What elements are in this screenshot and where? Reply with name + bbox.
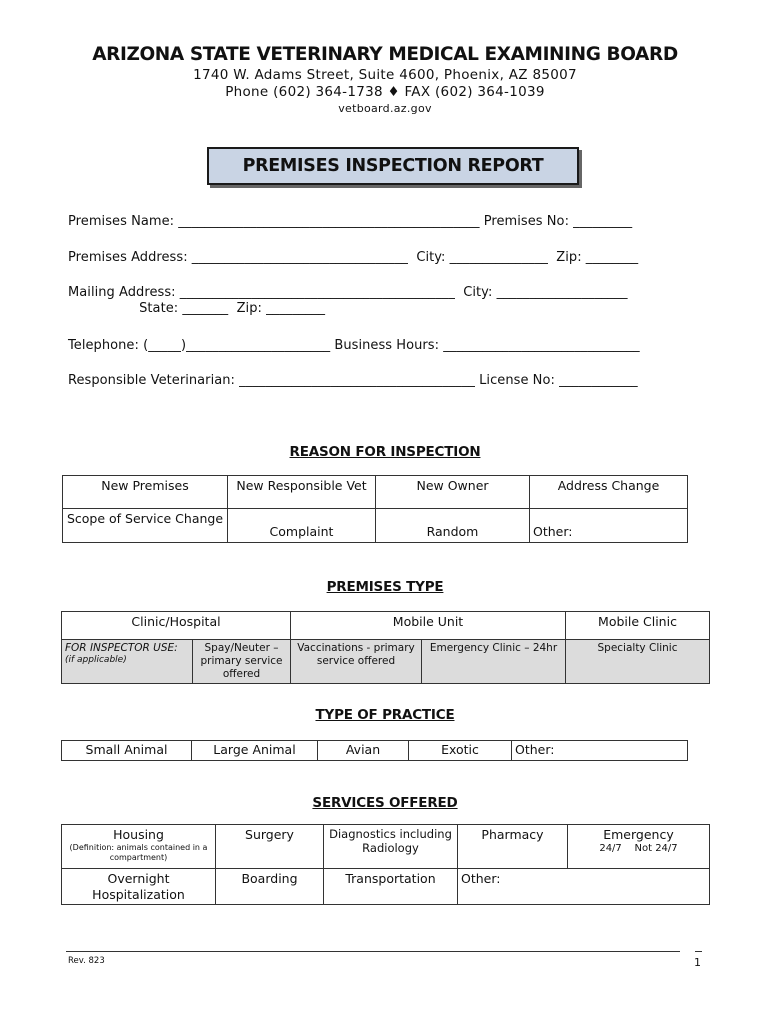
if-applicable-label: (if applicable) — [65, 655, 127, 666]
board-phone-fax: Phone (602) 364-1738 ♦ FAX (602) 364-1039 — [225, 84, 545, 100]
inspector-use-cell — [62, 640, 193, 684]
reason-new-owner[interactable]: New Owner — [376, 476, 530, 509]
reason-table — [62, 475, 688, 543]
services-heading: SERVICES OFFERED — [312, 795, 458, 811]
board-website: vetboard.az.gov — [338, 102, 432, 115]
reason-complaint[interactable]: Complaint — [228, 509, 376, 543]
reason-heading: REASON FOR INSPECTION — [289, 444, 481, 460]
service-housing-label: Housing — [113, 827, 164, 842]
practice-avian[interactable]: Avian — [318, 741, 409, 761]
service-emergency-options: 24/7 Not 24/7 — [599, 842, 678, 854]
premises-specialty-clinic[interactable]: Specialty Clinic — [566, 640, 710, 684]
practice-exotic[interactable]: Exotic — [409, 741, 512, 761]
reason-new-responsible-vet[interactable]: New Responsible Vet — [228, 476, 376, 509]
service-transportation[interactable]: Transportation — [324, 869, 458, 905]
page-number: 1 — [694, 956, 701, 969]
premises-spay-neuter[interactable]: Spay/Neuter – primary service offered — [193, 640, 291, 684]
premises-mobile-clinic[interactable]: Mobile Clinic — [566, 612, 710, 640]
premises-type-table — [61, 611, 710, 684]
premises-emergency-clinic[interactable]: Emergency Clinic – 24hr — [422, 640, 566, 684]
service-boarding[interactable]: Boarding — [216, 869, 324, 905]
service-diagnostics[interactable]: Diagnostics including Radiology — [324, 825, 458, 869]
premises-address-line[interactable]: Premises Address: _________________________________ City: _______________ Zip: ________ — [68, 250, 639, 265]
practice-large-animal[interactable]: Large Animal — [192, 741, 318, 761]
service-other[interactable]: Other: — [458, 869, 710, 905]
reason-scope-change[interactable]: Scope of Service Change — [63, 509, 228, 543]
footer-divider-short — [695, 951, 702, 952]
premises-name-line[interactable]: Premises Name: ______________________________________________ Premises No: _________ — [68, 214, 633, 229]
mailing-address-line[interactable]: Mailing Address: __________________________________________ City: ____________________ — [68, 285, 628, 300]
service-surgery[interactable]: Surgery — [216, 825, 324, 869]
reason-other[interactable]: Other: — [530, 509, 688, 543]
reason-new-premises[interactable]: New Premises — [63, 476, 228, 509]
mailing-state-zip-line[interactable]: State: _______ Zip: _________ — [68, 301, 326, 316]
practice-table — [61, 740, 688, 761]
service-housing[interactable] — [62, 825, 216, 869]
inspector-use-label: FOR INSPECTOR USE: — [65, 642, 178, 654]
board-address: 1740 W. Adams Street, Suite 4600, Phoenix, AZ 85007 — [193, 67, 577, 83]
practice-small-animal[interactable]: Small Animal — [62, 741, 192, 761]
responsible-vet-line[interactable]: Responsible Veterinarian: ____________________________________ License No: ____________ — [68, 373, 638, 388]
service-pharmacy[interactable]: Pharmacy — [458, 825, 568, 869]
report-title: PREMISES INSPECTION REPORT — [242, 156, 544, 176]
premises-clinic-hospital[interactable]: Clinic/Hospital — [62, 612, 291, 640]
service-emergency[interactable] — [568, 825, 710, 869]
premises-type-heading: PREMISES TYPE — [326, 579, 444, 595]
service-overnight[interactable]: Overnight Hospitalization — [62, 869, 216, 905]
premises-mobile-unit[interactable]: Mobile Unit — [291, 612, 566, 640]
footer-divider — [66, 951, 680, 952]
services-table — [61, 824, 710, 905]
telephone-hours-line[interactable]: Telephone: (_____)______________________ Business Hours: ______________________________ — [68, 338, 640, 353]
premises-vaccinations[interactable]: Vaccinations - primary service offered — [291, 640, 422, 684]
service-housing-note: (Definition: animals contained in a compartment) — [69, 842, 208, 863]
reason-random[interactable]: Random — [376, 509, 530, 543]
practice-other[interactable]: Other: — [512, 741, 688, 761]
service-emergency-label: Emergency — [603, 827, 674, 842]
practice-heading: TYPE OF PRACTICE — [315, 707, 455, 723]
board-name: ARIZONA STATE VETERINARY MEDICAL EXAMINING BOARD — [92, 44, 678, 65]
revision-label: Rev. 823 — [68, 956, 105, 966]
reason-address-change[interactable]: Address Change — [530, 476, 688, 509]
report-title-box — [207, 147, 579, 185]
